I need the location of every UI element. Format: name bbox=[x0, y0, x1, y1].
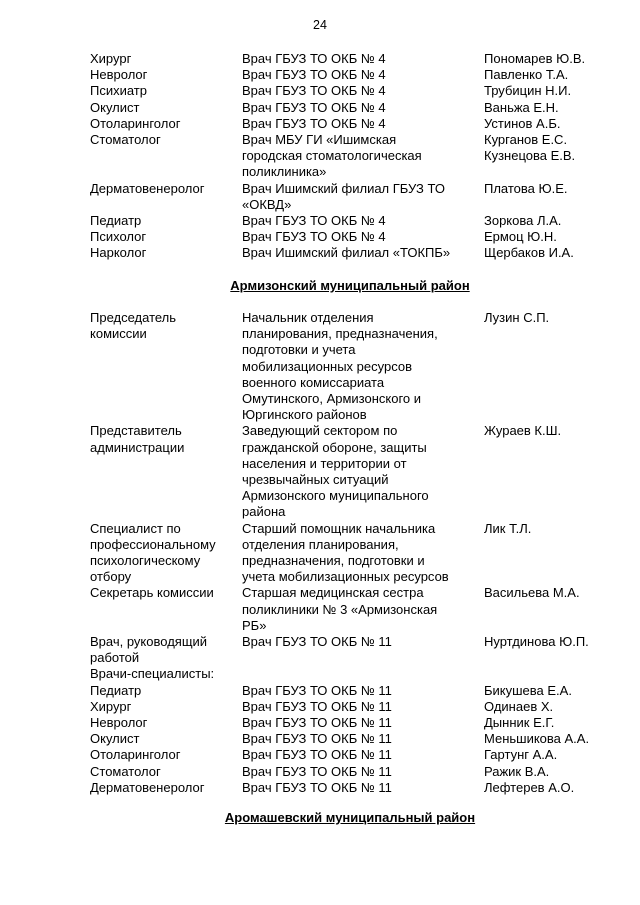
table-row bbox=[90, 747, 630, 763]
role-cell bbox=[90, 521, 242, 586]
name-cell bbox=[484, 715, 630, 731]
table-row bbox=[90, 245, 630, 261]
name-cell bbox=[484, 585, 630, 634]
role-cell-line: Дерматовенеролог bbox=[90, 180, 205, 196]
position-cell-line: Врач Ишимский филиал «ТОКПБ» bbox=[242, 245, 451, 261]
role-cell-line: профессиональному bbox=[90, 536, 216, 552]
role-cell bbox=[90, 699, 242, 715]
position-cell bbox=[242, 585, 484, 634]
role-cell-line: Нарколог bbox=[90, 245, 147, 261]
table-row bbox=[90, 521, 630, 586]
name-cell bbox=[484, 764, 630, 780]
role-cell-line: Окулист bbox=[90, 99, 140, 115]
role-cell-line: Хирург bbox=[90, 698, 132, 714]
position-cell bbox=[242, 764, 484, 780]
name-cell bbox=[484, 245, 630, 261]
position-cell-line: гражданской обороне, защиты bbox=[242, 439, 427, 455]
position-cell bbox=[242, 683, 484, 699]
role-cell-line: администрации bbox=[90, 439, 185, 455]
position-cell bbox=[242, 67, 484, 83]
role-cell bbox=[90, 764, 242, 780]
table-row bbox=[90, 310, 630, 423]
position-cell bbox=[242, 521, 484, 586]
table-row bbox=[90, 634, 630, 683]
position-cell-line: Врач ГБУЗ ТО ОКБ № 11 bbox=[242, 731, 392, 747]
role-cell bbox=[90, 634, 242, 683]
position-cell bbox=[242, 100, 484, 116]
name-cell-line: Платова Ю.Е. bbox=[484, 180, 568, 196]
name-cell bbox=[484, 747, 630, 763]
name-cell-line: Гартунг А.А. bbox=[484, 747, 558, 763]
position-cell-line: учета мобилизационных ресурсов bbox=[242, 569, 449, 585]
name-cell bbox=[484, 699, 630, 715]
name-cell-line: Ермоц Ю.Н. bbox=[484, 229, 557, 245]
page-number: 24 bbox=[313, 18, 327, 32]
position-cell-line: населения и территории от bbox=[242, 455, 407, 471]
role-cell-line: Отоларинголог bbox=[90, 115, 181, 131]
role-cell-line: Психолог bbox=[90, 229, 147, 245]
role-cell-line: Психиатр bbox=[90, 83, 147, 99]
table-row bbox=[90, 132, 630, 181]
position-cell bbox=[242, 181, 484, 213]
position-cell-line: Врач ГБУЗ ТО ОКБ № 4 bbox=[242, 213, 386, 229]
section-heading-aromashevo: Аромашевский муниципальный район bbox=[224, 810, 476, 825]
table-row bbox=[90, 715, 630, 731]
position-cell-line: Врач ГБУЗ ТО ОКБ № 4 bbox=[242, 115, 386, 131]
name-cell-line: Одинаев Х. bbox=[484, 698, 554, 714]
role-cell-line: комиссии bbox=[90, 326, 147, 342]
role-cell bbox=[90, 67, 242, 83]
position-cell-line: «ОКВД» bbox=[242, 196, 292, 212]
position-cell-line: Врач ГБУЗ ТО ОКБ № 4 bbox=[242, 83, 386, 99]
role-cell bbox=[90, 423, 242, 520]
name-cell-line: Трубицин Н.И. bbox=[484, 83, 572, 99]
role-cell-line: Специалист по bbox=[90, 520, 181, 536]
table-row bbox=[90, 83, 630, 99]
name-cell bbox=[484, 100, 630, 116]
position-cell-line: Врач ГБУЗ ТО ОКБ № 11 bbox=[242, 763, 392, 779]
name-cell-line: Нуртдинова Ю.П. bbox=[484, 634, 589, 650]
role-cell bbox=[90, 310, 242, 423]
position-cell-line: Заведующий сектором по bbox=[242, 423, 398, 439]
position-cell-line: мобилизационных ресурсов bbox=[242, 358, 412, 374]
position-cell bbox=[242, 213, 484, 229]
role-cell-line: Секретарь комиссии bbox=[90, 585, 214, 601]
name-cell bbox=[484, 731, 630, 747]
name-cell bbox=[484, 51, 630, 67]
name-cell-line: Пономарев Ю.В. bbox=[484, 51, 586, 66]
position-cell bbox=[242, 780, 484, 796]
name-cell-line: Курганов Е.С. bbox=[484, 132, 568, 148]
position-cell-line: Армизонского муниципального bbox=[242, 488, 429, 504]
name-cell-line: Кузнецова Е.В. bbox=[484, 148, 576, 164]
position-cell-line: Врач ГБУЗ ТО ОКБ № 11 bbox=[242, 747, 392, 763]
role-cell-line: Стоматолог bbox=[90, 763, 161, 779]
role-cell-line: психологическому bbox=[90, 553, 201, 569]
role-cell bbox=[90, 83, 242, 99]
name-cell-line: Ваньжа Е.Н. bbox=[484, 99, 559, 115]
name-cell-line: Зоркова Л.А. bbox=[484, 213, 562, 229]
role-cell bbox=[90, 780, 242, 796]
name-cell-line: Лузин С.П. bbox=[484, 310, 550, 325]
position-cell bbox=[242, 634, 484, 683]
position-cell-line: чрезвычайных ситуаций bbox=[242, 472, 389, 488]
table-row bbox=[90, 51, 630, 67]
table-row bbox=[90, 67, 630, 83]
commission-table-armizon bbox=[90, 310, 630, 796]
role-cell bbox=[90, 715, 242, 731]
position-cell-line: Врач ГБУЗ ТО ОКБ № 11 bbox=[242, 682, 392, 698]
name-cell-line: Ражик В.А. bbox=[484, 763, 550, 779]
role-cell-line: Председатель bbox=[90, 310, 177, 325]
role-cell-line: Хирург bbox=[90, 51, 132, 66]
table-row bbox=[90, 181, 630, 213]
role-cell bbox=[90, 585, 242, 634]
name-cell-line: Меньшикова А.А. bbox=[484, 731, 590, 747]
name-cell bbox=[484, 229, 630, 245]
name-cell bbox=[484, 310, 630, 423]
role-cell bbox=[90, 229, 242, 245]
position-cell-line: отделения планирования, bbox=[242, 536, 399, 552]
role-cell-line: Врач, руководящий bbox=[90, 634, 208, 650]
role-cell-line: работой bbox=[90, 650, 140, 666]
name-cell-line: Лик Т.Л. bbox=[484, 520, 532, 536]
section-heading-armizon: Армизонский муниципальный район bbox=[230, 278, 470, 293]
position-cell-line: Врач ГБУЗ ТО ОКБ № 4 bbox=[242, 67, 386, 83]
role-cell-line: Педиатр bbox=[90, 213, 142, 229]
position-cell-line: Юргинского районов bbox=[242, 407, 367, 423]
name-cell bbox=[484, 213, 630, 229]
position-cell-line: Врач ГБУЗ ТО ОКБ № 11 bbox=[242, 698, 392, 714]
role-cell bbox=[90, 731, 242, 747]
position-cell-line: подготовки и учета bbox=[242, 342, 356, 358]
position-cell bbox=[242, 229, 484, 245]
role-cell bbox=[90, 683, 242, 699]
position-cell-line: предназначения, подготовки и bbox=[242, 553, 425, 569]
position-cell bbox=[242, 310, 484, 423]
position-cell bbox=[242, 83, 484, 99]
position-cell-line: Омутинского, Армизонского и bbox=[242, 391, 422, 407]
role-cell bbox=[90, 245, 242, 261]
table-row bbox=[90, 585, 630, 634]
position-cell-line: Врач ГБУЗ ТО ОКБ № 4 bbox=[242, 51, 386, 66]
position-cell bbox=[242, 699, 484, 715]
position-cell-line: поликлиника» bbox=[242, 164, 327, 180]
role-cell bbox=[90, 51, 242, 67]
name-cell-line: Павленко Т.А. bbox=[484, 67, 569, 83]
table-row bbox=[90, 731, 630, 747]
role-cell-line: Представитель bbox=[90, 423, 182, 439]
role-cell bbox=[90, 181, 242, 213]
position-cell-line: Старшая медицинская сестра bbox=[242, 585, 424, 601]
name-cell bbox=[484, 67, 630, 83]
name-cell bbox=[484, 683, 630, 699]
position-cell-line: района bbox=[242, 504, 286, 520]
table-row bbox=[90, 699, 630, 715]
name-cell bbox=[484, 634, 630, 683]
name-cell bbox=[484, 780, 630, 796]
name-cell bbox=[484, 181, 630, 213]
table-row bbox=[90, 116, 630, 132]
name-cell-line: Дынник Е.Г. bbox=[484, 715, 555, 731]
name-cell-line: Васильева М.А. bbox=[484, 585, 580, 601]
position-cell-line: городская стоматологическая bbox=[242, 148, 422, 164]
role-cell bbox=[90, 747, 242, 763]
position-cell-line: РБ» bbox=[242, 617, 267, 633]
table-row bbox=[90, 100, 630, 116]
table-row bbox=[90, 683, 630, 699]
role-cell bbox=[90, 132, 242, 181]
role-cell-line: отбору bbox=[90, 569, 132, 585]
position-cell-line: Врач ГБУЗ ТО ОКБ № 11 bbox=[242, 634, 392, 650]
position-cell-line: Врач ГБУЗ ТО ОКБ № 4 bbox=[242, 99, 386, 115]
table-row bbox=[90, 780, 630, 796]
position-cell bbox=[242, 731, 484, 747]
position-cell bbox=[242, 132, 484, 181]
position-cell bbox=[242, 245, 484, 261]
commission-table-ishim bbox=[90, 51, 630, 262]
role-cell-line: Стоматолог bbox=[90, 132, 161, 148]
name-cell-line: Устинов А.Б. bbox=[484, 115, 561, 131]
role-cell-line: Невролог bbox=[90, 67, 148, 83]
position-cell-line: Врач ГБУЗ ТО ОКБ № 11 bbox=[242, 779, 392, 795]
position-cell-line: Врач ГБУЗ ТО ОКБ № 11 bbox=[242, 715, 392, 731]
role-cell bbox=[90, 100, 242, 116]
role-cell-line: Отоларинголог bbox=[90, 747, 181, 763]
name-cell-line: Щербаков И.А. bbox=[484, 245, 574, 261]
position-cell-line: планирования, предназначения, bbox=[242, 326, 438, 342]
role-cell-line: Невролог bbox=[90, 715, 148, 731]
role-cell bbox=[90, 213, 242, 229]
name-cell bbox=[484, 132, 630, 181]
position-cell bbox=[242, 747, 484, 763]
position-cell-line: Начальник отделения bbox=[242, 310, 374, 325]
position-cell-line: Врач ГБУЗ ТО ОКБ № 4 bbox=[242, 229, 386, 245]
position-cell bbox=[242, 715, 484, 731]
position-cell-line: поликлиники № 3 «Армизонская bbox=[242, 601, 438, 617]
position-cell bbox=[242, 116, 484, 132]
name-cell bbox=[484, 116, 630, 132]
position-cell-line: Врач Ишимский филиал ГБУЗ ТО bbox=[242, 180, 445, 196]
position-cell-line: военного комиссариата bbox=[242, 374, 385, 390]
position-cell bbox=[242, 51, 484, 67]
role-cell-line: Дерматовенеролог bbox=[90, 779, 205, 795]
name-cell bbox=[484, 83, 630, 99]
table-row bbox=[90, 213, 630, 229]
name-cell-line: Лефтерев А.О. bbox=[484, 779, 575, 795]
table-row bbox=[90, 229, 630, 245]
position-cell-line: Старший помощник начальника bbox=[242, 520, 436, 536]
name-cell-line: Бикушева Е.А. bbox=[484, 682, 572, 698]
role-cell bbox=[90, 116, 242, 132]
role-cell-line: Врачи-специалисты: bbox=[90, 666, 215, 682]
name-cell bbox=[484, 521, 630, 586]
position-cell-line: Врач МБУ ГИ «Ишимская bbox=[242, 132, 397, 148]
position-cell bbox=[242, 423, 484, 520]
table-row bbox=[90, 423, 630, 520]
name-cell bbox=[484, 423, 630, 520]
name-cell-line: Жураев К.Ш. bbox=[484, 423, 562, 439]
role-cell-line: Окулист bbox=[90, 731, 140, 747]
table-row bbox=[90, 764, 630, 780]
role-cell-line: Педиатр bbox=[90, 682, 142, 698]
